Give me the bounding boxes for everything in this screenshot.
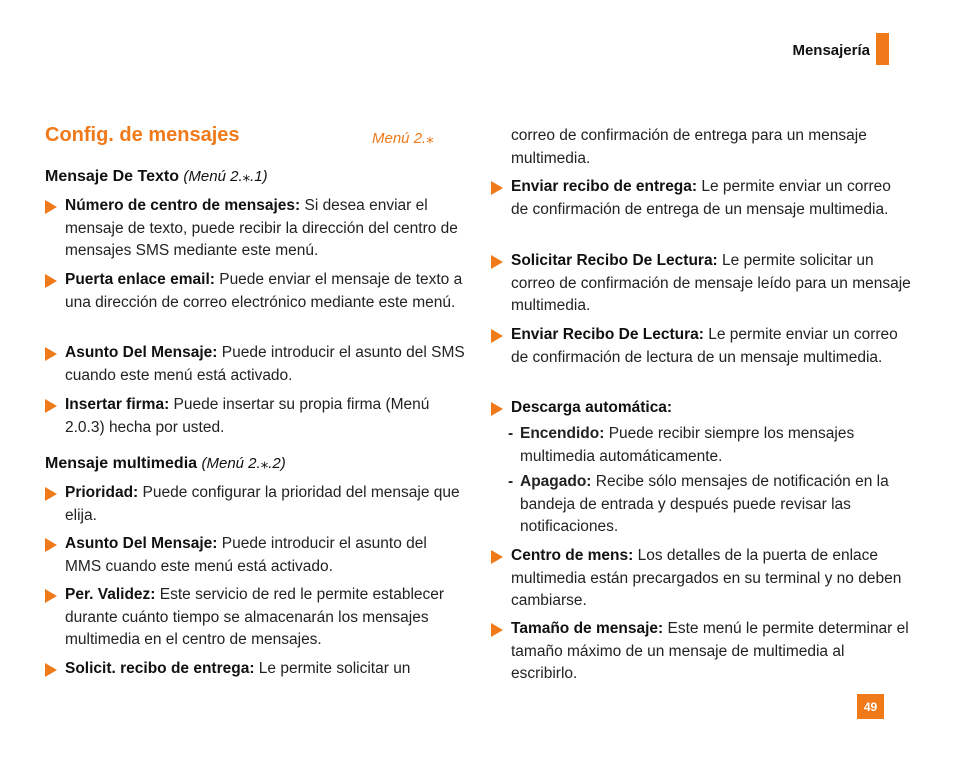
subheading-menu-ref: (Menú 2.⁎.1) [183,168,268,185]
arrow-icon [45,538,57,552]
item-label: Asunto Del Mensaje: [65,344,218,361]
subheading-menu-ref: (Menú 2.⁎.2) [201,455,286,472]
section-title: Config. de mensajes [45,124,240,146]
item-label: Puerta enlace email: [65,271,215,288]
subheading-label: Mensaje multimedia [45,455,198,472]
subheading-multimedia [45,454,286,473]
item-text: Puede enviar el mensaje de texto a una dirección de correo electrónico mediante este menú. [65,271,463,311]
item-text: Puede configurar la prioridad del mensaje que elija. [65,484,460,524]
list-item [45,195,465,263]
option-text: Recibe sólo mensajes de notificación en la bandeja de entrada y después puede revisar las notificaciones. [520,473,889,535]
subheading-label: Mensaje De Texto [45,168,179,185]
list-item [45,584,465,652]
list-item [491,397,911,420]
item-label: Asunto Del Mensaje: [65,535,218,552]
item-text: Este servicio de red le permite establecer durante cuánto tiempo se almacenarán los mensajes multimedia en el centro de mensajes. [65,586,445,648]
item-text: Puede introducir el asunto del MMS cuando este menú está activado. [65,535,427,575]
list-item [491,324,911,369]
item-label: Enviar Recibo De Lectura: [511,326,704,343]
list-item [45,533,465,578]
item-text: Si desea enviar el mensaje de texto, puede recibir la dirección del centro de mensajes SMS mediante este menú. [65,197,458,259]
item-text: Le permite solicitar un [254,660,411,677]
item-text: Le permite solicitar un correo de confirmación de mensaje leído para un mensaje multimedia. [511,252,911,314]
list-item [491,545,911,613]
chapter-tab-bar [876,33,889,65]
arrow-icon [491,181,503,195]
option-label: Encendido: [520,425,605,442]
list-item [45,394,465,439]
arrow-icon [491,329,503,343]
sub-option: - Encendido: Puede recibir siempre los mensajes multimedia automáticamente. [508,425,855,465]
list-item [491,618,911,686]
item-text: Puede introducir el asunto del SMS cuando este menú está activado. [65,344,465,384]
arrow-icon [45,347,57,361]
continuation-text: correo de confirmación de entrega para un mensaje multimedia. [511,127,867,167]
arrow-icon [491,402,503,416]
arrow-icon [45,663,57,677]
list-item [45,342,465,387]
item-text: Este menú le permite determinar el tamaño máximo de un mensaje de multimedia al escribirlo. [511,620,909,682]
item-text: Le permite enviar un correo de confirmación de entrega de un mensaje multimedia. [511,178,891,218]
arrow-icon [45,399,57,413]
arrow-icon [491,623,503,637]
arrow-icon [45,589,57,603]
item-label: Solicit. recibo de entrega: [65,660,255,677]
arrow-icon [45,274,57,288]
subheading-texto [45,167,268,186]
option-text: Puede recibir siempre los mensajes multimedia automáticamente. [520,425,855,465]
option-label: Apagado: [520,473,592,490]
list-item [491,176,911,221]
item-label: Insertar firma: [65,396,170,413]
item-label: Número de centro de mensajes: [65,197,301,214]
item-text: Los detalles de la puerta de enlace multimedia están precargados en su terminal y no deben cambiarse. [511,547,902,609]
item-label: Solicitar Recibo De Lectura: [511,252,718,269]
arrow-icon [45,487,57,501]
page-number: 49 [857,694,884,719]
list-item [491,250,911,318]
item-text: Puede insertar su propia firma (Menú 2.0.3) hecha por usted. [65,396,430,436]
item-label: Prioridad: [65,484,139,501]
list-item [45,658,465,681]
arrow-icon [491,255,503,269]
chapter-title: Mensajería [792,42,870,59]
list-item [45,269,465,314]
item-label: Per. Validez: [65,586,156,603]
section-menu-ref: Menú 2.⁎ [372,130,434,147]
list-item [45,482,465,527]
item-label: Enviar recibo de entrega: [511,178,698,195]
item-text: Le permite enviar un correo de confirmación de lectura de un mensaje multimedia. [511,326,898,366]
sub-option: - Apagado: Recibe sólo mensajes de notificación en la bandeja de entrada y después puede revisar las notificaciones. [508,473,889,535]
item-label: Centro de mens: [511,547,634,564]
arrow-icon [491,550,503,564]
arrow-icon [45,200,57,214]
item-label: Descarga automática: [511,399,673,416]
item-label: Tamaño de mensaje: [511,620,664,637]
